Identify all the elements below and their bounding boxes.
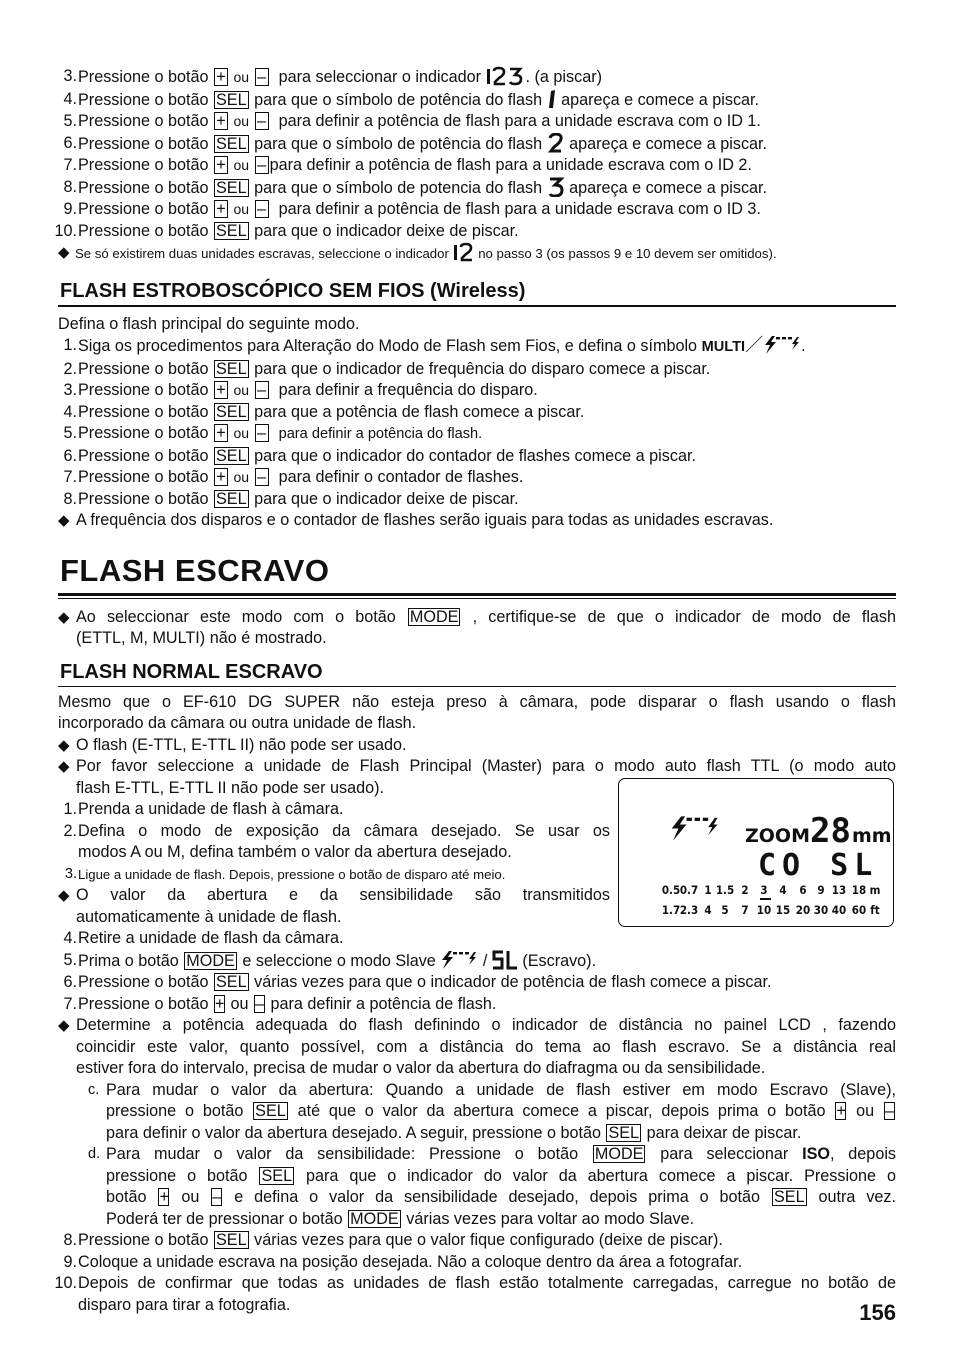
title-rule — [58, 593, 896, 596]
list-item: 2. Pressione o botão SEL para que o indicador de frequência do disparo comece a piscar. — [63, 359, 711, 378]
sel-button-ref: SEL — [216, 1231, 247, 1249]
wireless-flash-icon — [440, 950, 478, 970]
power-2-icon — [547, 133, 565, 153]
sel-button-ref: SEL — [255, 1102, 286, 1120]
lcd-meter-value: 6 — [799, 883, 807, 897]
minus-button-ref: – — [255, 112, 269, 130]
diamond-bullet-icon: ◆ — [58, 736, 70, 754]
lcd-panel — [618, 778, 894, 927]
diamond-bullet-icon: ◆ — [58, 512, 70, 529]
plus-button-ref: + — [214, 468, 228, 486]
plus-button-ref: + — [214, 156, 228, 174]
list-item: 9. Coloque a unidade escrava na posição desejada. Não a coloque dentro da área a fotografar. — [63, 1252, 743, 1271]
lcd-feet-value: 2.3 — [679, 903, 699, 917]
plus-button-ref: + — [836, 1102, 846, 1120]
plus-button-ref: + — [159, 1188, 169, 1206]
diamond-bullet-icon: ◆ — [58, 758, 70, 775]
wireless-flash-icon — [763, 335, 801, 355]
list-item: 4. Pressione o botão SEL para que a potência de flash comece a piscar. — [63, 402, 585, 421]
page-title: FLASH ESCRAVO — [60, 552, 330, 588]
intro-text: Defina o flash principal do seguinte modo. — [58, 314, 360, 333]
sel-button-ref: SEL — [773, 1188, 805, 1206]
mode-button-ref: MODE — [594, 1145, 644, 1163]
lcd-meter-value: 1.5 — [715, 883, 735, 897]
diamond-bullet-icon: ◆ — [58, 1017, 70, 1034]
mode-button-ref: MODE — [409, 607, 459, 626]
id-123-icon — [486, 66, 526, 86]
list-item: 10. Depois de confirmar que todas as unidades de flash estão totalmente carregadas, carregue no botão de — [54, 1274, 896, 1292]
note: ◆ O valor da abertura e da sensibilidade são transmitidos — [58, 885, 610, 907]
minus-button-ref: – — [255, 200, 269, 218]
lcd-feet-value: 40 — [831, 903, 847, 917]
lcd-meter-value: 18 — [851, 883, 867, 897]
minus-button-ref: – — [885, 1102, 895, 1120]
list-item: 6. Pressione o botão SEL para que o indicador do contador de flashes comece a piscar. — [63, 446, 696, 465]
note: ◆ Determine a potência adequada do flash definindo o indicador de distância no painel LCD , fazendo — [58, 1015, 896, 1037]
sl-mode-icon — [492, 950, 518, 970]
diamond-bullet-icon: ◆ — [58, 244, 70, 261]
plus-button-ref: + — [215, 994, 225, 1013]
minus-button-ref: – — [255, 994, 265, 1013]
sel-button-ref: SEL — [608, 1123, 640, 1142]
lcd-meter-value: 4 — [779, 883, 787, 897]
mode-button-ref: MODE — [186, 951, 235, 970]
list-item: 8. Pressione o botão SEL para que o indicador deixe de piscar. — [63, 489, 519, 508]
list-item: 4. Retire a unidade de flash da câmara. — [63, 929, 344, 947]
sel-button-ref: SEL — [216, 973, 247, 991]
list-item: 3. Pressione o botão + ou – para definir a frequência do disparo. — [63, 381, 538, 399]
lcd-feet-value: 5 — [721, 903, 729, 917]
lcd-feet-value: ft — [870, 903, 880, 917]
plus-button-ref: + — [214, 200, 228, 218]
power-3-icon — [547, 177, 565, 197]
mode-button-ref: MODE — [350, 1209, 399, 1228]
lcd-zoom-unit: mm — [852, 825, 892, 847]
lcd-distance-marker — [760, 898, 771, 900]
lcd-meter-value: 2 — [741, 883, 749, 897]
sel-button-ref: SEL — [216, 359, 247, 378]
diamond-bullet-icon: ◆ — [58, 608, 70, 626]
list-item: 3. Pressione o botão + ou – para seleccionar o indicador . (a piscar) — [63, 67, 603, 86]
list-item: 9. Pressione o botão + ou – para definir a potência de flash para a unidade escrava com o ID 3. — [63, 200, 761, 218]
minus-button-ref: – — [255, 156, 269, 174]
diamond-bullet-icon: ◆ — [58, 887, 70, 904]
list-item: 5. Pressione o botão + ou – para definir a potência de flash para a unidade escrava com o ID 1. — [63, 112, 761, 130]
list-item: 8. Pressione o botão SEL várias vezes para que o valor fique configurado (deixe de piscar). — [63, 1231, 723, 1249]
list-item: 1. Prenda a unidade de flash à câmara. — [63, 800, 344, 818]
lcd-zoom-label: ZOOM — [745, 825, 810, 847]
list-item: 7. Pressione o botão + ou – para definir a potência de flash para a unidade escrava com o ID 2. — [63, 156, 752, 174]
lcd-meter-scale — [662, 883, 881, 897]
section-heading-strobe: FLASH ESTROBOSCÓPICO SEM FIOS (Wireless) — [58, 279, 896, 307]
minus-button-ref: – — [255, 381, 269, 399]
lcd-feet-value: 15 — [775, 903, 791, 917]
lcd-mode-text: CO SL — [758, 848, 879, 883]
lcd-feet-value: 1.7 — [661, 903, 681, 917]
note: ◆ A frequência dos disparos e o contador de flashes serão iguais para todas as unidades escravas. — [58, 510, 896, 532]
lcd-feet-value: 10 — [756, 903, 772, 917]
lcd-feet-value: 20 — [795, 903, 811, 917]
note: ◆ Por favor seleccione a unidade de Flash Principal (Master) para o modo auto flash TTL (o modo auto — [58, 756, 896, 778]
lcd-meter-value: m — [869, 883, 881, 897]
sel-button-ref: SEL — [261, 1166, 293, 1185]
note: ◆ Se só existirem duas unidades escravas, seleccione o indicador no passo 3 (os passos 9 e 10 devem ser omitidos). — [58, 242, 896, 265]
power-1-icon — [547, 89, 557, 109]
document-page: 3. Pressione o botão + ou – para seleccionar o indicador . (a piscar) 4. Pressione o botão SEL para que o símbolo de potência do flash apareça e comece a piscar. 5. Pressione o botão + ou – para definir a potência de flash para a unidade escrava com o ID 1. 6. Pressione o botão SEL para que o símbolo de potência do flash apareça e comece a piscar. 7. Pressione o botão + ou – para definir a potência de flash para a unidade escrava com o ID 2. 8. Pressione o botão SEL para que o símbolo de potencia do flash apareça e comece a piscar. 9. Pressione o botão + ou – para definir a potência de flash para a unidade escrava com o ID 3. 10. Pressione o botão SEL para que o indicador deixe de piscar. ◆ Se só existirem duas unidades escravas, seleccione o indicador no passo 3 (os passos 9 e 10 devem ser omitidos). FLASH ESTROBOSCÓPICO SEM FIOS (Wireless) Defina o flash principal do seguinte modo. 1. Siga os procedimentos para Alteração do Modo de Flash sem Fios, e defina o símbolo MULTI／ . 2. Pressione o botão SEL para que o indicador de frequência do disparo comece a piscar. 3. Pressione o botão + ou – para definir a frequência do disparo. 4. Pressione o botão SEL para que a potência de flash comece a piscar. 5. Pressione o botão + ou – para definir a potência do flash. 6. Pressione o botão SEL para que o indicador do contador de flashes comece a piscar. 7. Pressione o botão + ou – para definir o contador de flashes. 8. Pressione o botão SEL para que o indicador deixe de piscar. ◆ A frequência dos disparos e o contador de flashes serão iguais para todas as unidades escravas. FLASH ESCRAVO ◆ Ao seleccionar este modo com o botão MODE , certifique-se de que o indicador de modo de flash (ETTL, M, MULTI) não é mostrado. FLASH NORMAL ESCRAVO Mesmo que o EF-610 DG SUPER não esteja preso à câmara, pode disparar o flash usando o flash incorporado da câmara ou outra unidade de flash. ◆ O flash (E-TTL, E-TTL II) não pode ser usado. ◆ Por favor seleccione a unidade de Flash Principal (Master) para o modo auto flash TTL (o modo auto flash E-TTL, E-TTL II não pode ser usado). 1. Prenda a unidade de flash à câmara. 2. Defina o modo de exposição da câmara desejado. Se usar os modos A ou M, defina também o valor da abertura desejado. 3. Ligue a unidade de flash. Depois, pressione o botão de disparo até meio. ◆ O valor da abertura e da sensibilidade são transmitidos automaticamente à unidade de flash. 4. Retire a unidade de flash da câmara. 5. Prima o botão MODE e seleccione o modo Slave / (Escravo). 6. Pressione o botão SEL várias vezes para que o indicador de potência de flash comece a piscar. 7. Pressione o botão + ou – para definir a potência de flash. ◆ Determine a potência adequada do flash definindo o indicador de distância no painel LCD , fazendo coincidir este valor, quanto possível, com a distância do tema ao flash escravo. Se a distância real estiver fora do intervalo, precisa de mudar o valor da abertura do diafragma ou da sensibilidade. c. Para mudar o valor da abertura: Quando a unidade de flash estiver em modo Escravo (Slave), pressione o botão SEL até que o valor da abertura comece a piscar, depois prima o botão + ou – para definir o valor da abertura desejado. A seguir, pressione o botão SEL para deixar de piscar. d. Para mudar o valor da sensibilidade: Pressione o botão MODE para seleccionar ISO, depois pressione o botão SEL para que o indicador do valor da abertura comece a piscar. Pressione o botão + ou – e defina o valor da sensibilidade desejado, depois prima o botão SEL outra vez. Poderá ter de pressionar o botão MODE várias vezes para voltar ao modo Slave. 8. Pressione o botão SEL várias vezes para que o valor fique configurado (deixe de piscar). 9. Coloque a unidade escrava na posição desejada. Não a coloque dentro da área a fotografar. 10. Depois de confirmar que todas as unidades de flash estão totalmente carregadas, carregue no botão de disparo para tirar a fotografia. — [54, 67, 897, 1314]
list-item: 3. Ligue a unidade de flash. Depois, pressione o botão de disparo até meio. — [64, 865, 506, 882]
top-steps — [54, 66, 896, 265]
sel-button-ref: SEL — [216, 178, 247, 197]
minus-button-ref: – — [255, 468, 269, 486]
list-item: 1. Siga os procedimentos para Alteração do Modo de Flash sem Fios, e defina o símbolo MULTI／ . — [63, 335, 806, 355]
sub-item-c: c. Para mudar o valor da abertura: Quando a unidade de flash estiver em modo Escravo (Slave), — [88, 1080, 896, 1099]
minus-button-ref: – — [255, 424, 269, 442]
plus-button-ref: + — [214, 112, 228, 130]
list-item: 6. Pressione o botão SEL para que o símbolo de potência do flash apareça e comece a piscar. — [63, 133, 768, 153]
sel-button-ref: SEL — [216, 446, 247, 465]
sub-item-d: d. Para mudar o valor da sensibilidade: Pressione o botão MODE para seleccionar ISO, depois — [88, 1145, 897, 1163]
page-number: 156 — [859, 1300, 896, 1325]
lcd-meter-value: 0.5 — [661, 883, 681, 897]
lcd-meter-value: 1 — [704, 883, 712, 897]
lcd-meter-value: 3 — [760, 883, 768, 897]
list-item: 5. Prima o botão MODE e seleccione o modo Slave / (Escravo). — [63, 950, 597, 970]
lcd-display — [619, 779, 893, 926]
wireless-flash-icon — [672, 816, 718, 840]
list-item: 7. Pressione o botão + ou – para definir o contador de flashes. — [63, 468, 524, 486]
list-item: 7. Pressione o botão + ou – para definir a potência de flash. — [63, 994, 497, 1013]
list-item: 2. Defina o modo de exposição da câmara desejado. Se usar os — [63, 821, 610, 840]
plus-button-ref: + — [214, 68, 228, 86]
lcd-meter-value: 13 — [831, 883, 847, 897]
plus-button-ref: + — [214, 381, 228, 399]
lcd-feet-value: 7 — [741, 903, 749, 917]
note: ◆ Ao seleccionar este modo com o botão MODE , certifique-se de que o indicador de modo de flash — [58, 607, 896, 629]
id-12-icon — [453, 242, 475, 262]
list-item: 4. Pressione o botão SEL para que o símbolo de potência do flash apareça e comece a piscar. — [63, 89, 760, 109]
list-item: 6. Pressione o botão SEL várias vezes para que o indicador de potência de flash comece a piscar. — [63, 973, 772, 991]
lcd-feet-value: 60 — [851, 903, 867, 917]
sel-button-ref: SEL — [216, 402, 247, 421]
list-item: 10. Pressione o botão SEL para que o indicador deixe de piscar. — [54, 221, 519, 240]
lcd-feet-value: 4 — [704, 903, 712, 917]
minus-button-ref: – — [255, 68, 269, 86]
note: ◆ O flash (E-TTL, E-TTL II) não pode ser usado. — [58, 735, 896, 757]
lcd-feet-value: 30 — [813, 903, 829, 917]
section-heading-normal-slave: FLASH NORMAL ESCRAVO — [58, 660, 896, 687]
sel-button-ref: SEL — [216, 221, 247, 240]
list-item: 8. Pressione o botão SEL para que o símbolo de potencia do flash apareça e comece a piscar. — [63, 177, 768, 197]
sel-button-ref: SEL — [216, 134, 247, 153]
sel-button-ref: SEL — [216, 90, 247, 109]
lcd-feet-scale — [662, 903, 880, 917]
lcd-meter-value: 0.7 — [679, 883, 699, 897]
sel-button-ref: SEL — [216, 489, 247, 508]
lcd-zoom-value: 28 — [810, 811, 851, 851]
minus-button-ref: – — [212, 1188, 222, 1206]
lcd-meter-value: 9 — [817, 883, 825, 897]
list-item: 5. Pressione o botão + ou – para definir a potência do flash. — [63, 424, 483, 442]
plus-button-ref: + — [214, 424, 228, 442]
